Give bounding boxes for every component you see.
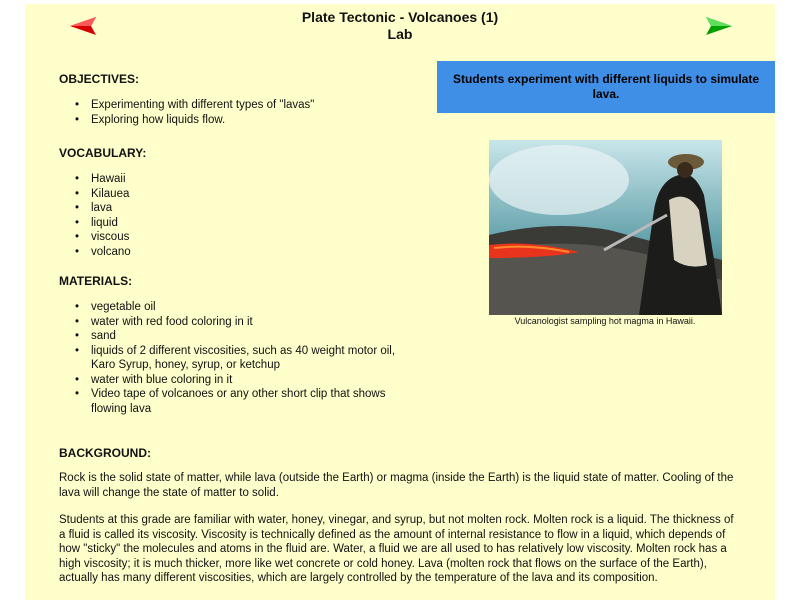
list-item: • Exploring how liquids flow.: [75, 113, 314, 128]
photo-caption: Vulcanologist sampling hot magma in Hawaii.: [514, 316, 696, 326]
objectives-heading: OBJECTIVES:: [59, 72, 140, 86]
list-item: • Kilauea: [75, 187, 131, 202]
next-arrow-icon[interactable]: [705, 16, 733, 36]
list-item: • Video tape of volcanoes or any other short clip that shows flowing lava: [75, 387, 405, 416]
list-item: • viscous: [75, 230, 131, 245]
page-title-line2: Lab: [387, 26, 413, 42]
list-item: • sand: [75, 329, 405, 344]
background-heading: BACKGROUND:: [59, 446, 151, 460]
vocabulary-heading: VOCABULARY:: [59, 146, 147, 160]
list-item: • Hawaii: [75, 172, 131, 187]
summary-callout: [437, 61, 775, 113]
objectives-list: [75, 98, 314, 127]
list-item: • liquid: [75, 216, 131, 231]
materials-heading: MATERIALS:: [59, 274, 133, 288]
page-title-line1: Plate Tectonic - Volcanoes (1): [301, 9, 499, 25]
page-content: [25, 4, 775, 600]
list-item: • vegetable oil: [75, 300, 405, 315]
summary-callout-text: Students experiment with different liquids to simulate lava.: [452, 72, 760, 101]
volcanologist-photo: [489, 140, 722, 315]
list-item: • lava: [75, 201, 131, 216]
list-item: • Experimenting with different types of "lavas": [75, 98, 314, 113]
list-item: • water with blue coloring in it: [75, 373, 405, 388]
list-item: • volcano: [75, 245, 131, 260]
list-item: • liquids of 2 different viscosities, such as 40 weight motor oil, Karo Syrup, honey, syrup, or ketchup: [75, 344, 405, 373]
background-paragraph-2: Students at this grade are familiar with water, honey, vinegar, and syrup, but not molten rock. Molten rock is a liquid. The thickness of a fluid is called its viscosity. Viscosity is technically defined as the amount of internal resistance to flow in a liquid, which depends of how "sticky" the molecules and atoms in the fluid are. Water, a fluid we are all used to has relatively low viscosity. Molten rock has a high viscosity; it is much thicker, more like wet concrete or cold honey. Lava (molten rock that flows on the surface of the Earth), actually has many different viscosities, which are largely controlled by the temperature of the lava and its composition.: [59, 514, 734, 584]
background-paragraph-1: Rock is the solid state of matter, while lava (outside the Earth) or magma (inside the Earth) is the liquid state of matter. Cooling of the lava will change the state of matter to solid.: [59, 472, 734, 499]
vocabulary-list: [75, 172, 131, 259]
materials-list: [75, 300, 405, 416]
page-title: [25, 9, 775, 43]
list-item: • water with red food coloring in it: [75, 315, 405, 330]
